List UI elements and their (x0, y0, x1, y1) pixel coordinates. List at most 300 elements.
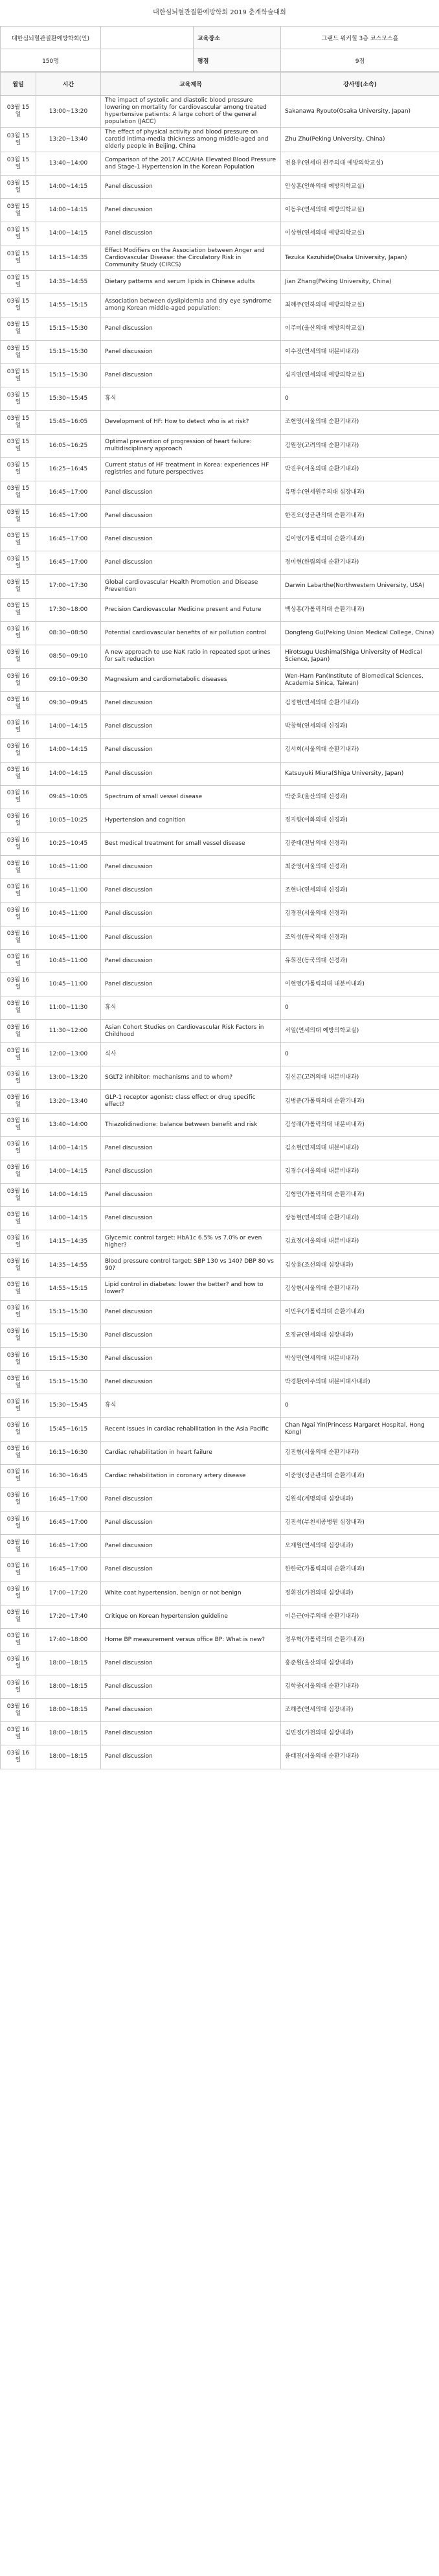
cell-title: Panel discussion (101, 1324, 281, 1347)
cell-date: 03월 16일 (1, 1066, 36, 1090)
cell-date: 03월 16일 (1, 1207, 36, 1230)
cell-time: 11:00~11:30 (36, 996, 101, 1019)
cell-title: Panel discussion (101, 1160, 281, 1183)
cell-speaker: 전용우(연세대 원주의대 예방의학교실) (281, 152, 439, 176)
cell-date: 03월 16일 (1, 1090, 36, 1113)
cell-time: 13:20~13:40 (36, 1090, 101, 1113)
cell-title: Panel discussion (101, 739, 281, 762)
cell-time: 14:55~15:15 (36, 1277, 101, 1300)
organizer-name: 대한심뇌혈관질환예방학회(인) (1, 27, 101, 49)
cell-time: 10:45~11:00 (36, 879, 101, 903)
cell-time: 15:45~16:15 (36, 1418, 101, 1441)
cell-title: Association between dyslipidemia and dry eye syndrome among Korean middle-aged population: (101, 293, 281, 317)
cell-speaker: 이주미(울산의대 예방의학교실) (281, 317, 439, 340)
cell-time: 17:00~17:30 (36, 575, 101, 598)
cell-date: 03월 16일 (1, 692, 36, 715)
cell-title: Panel discussion (101, 1371, 281, 1394)
cell-time: 18:00~18:15 (36, 1722, 101, 1745)
cell-speaker: 안상훈(인하의대 예방의학교실) (281, 176, 439, 199)
cell-time: 14:35~14:55 (36, 270, 101, 293)
cell-date: 03월 16일 (1, 809, 36, 832)
cell-speaker: 김병준(가톨릭의대 순환기내과) (281, 1090, 439, 1113)
cell-title: Panel discussion (101, 1300, 281, 1324)
schedule-table (0, 72, 439, 1769)
table-row (1, 317, 439, 340)
cell-speaker: Katsuyuki Miura(Shiga University, Japan) (281, 762, 439, 785)
table-row (1, 1207, 439, 1230)
cell-title: Lipid control in diabetes: lower the better? and how to lower? (101, 1277, 281, 1300)
cell-speaker: 김형민(가톨릭의대 순환기내과) (281, 1184, 439, 1207)
cell-time: 18:00~18:15 (36, 1699, 101, 1722)
cell-title: Panel discussion (101, 481, 281, 504)
cell-title: White coat hypertension, benign or not benign (101, 1581, 281, 1605)
cell-speaker: 이민우(가톨릭의대 순환기내과) (281, 1300, 439, 1324)
cell-date: 03월 16일 (1, 1605, 36, 1628)
table-row (1, 270, 439, 293)
cell-title: Panel discussion (101, 856, 281, 879)
cell-speaker: Darwin Labarthe(Northwestern University, USA) (281, 575, 439, 598)
cell-time: 15:15~15:30 (36, 364, 101, 387)
cell-date: 03월 15일 (1, 528, 36, 551)
cell-date: 03월 16일 (1, 715, 36, 739)
cell-date: 03월 16일 (1, 1699, 36, 1722)
credits-label: 평점 (194, 49, 281, 72)
cell-date: 03월 16일 (1, 645, 36, 668)
cell-time: 14:00~14:15 (36, 715, 101, 739)
info-row-credits (1, 49, 439, 72)
cell-speaker: 김상현(서울의대 순환기내과) (281, 1277, 439, 1300)
cell-title: Panel discussion (101, 1558, 281, 1581)
cell-title: The effect of physical activity and blood pressure on carotid intima-media thickness among middle-aged and elderly people in Beijing, China (101, 128, 281, 152)
cell-date: 03월 15일 (1, 504, 36, 527)
cell-time: 15:15~15:30 (36, 1348, 101, 1371)
cell-time: 11:30~12:00 (36, 1020, 101, 1043)
cell-time: 18:00~18:15 (36, 1651, 101, 1675)
cell-title: Precision Cardiovascular Medicine present and Future (101, 598, 281, 621)
cell-date: 03월 15일 (1, 317, 36, 340)
cell-title: Panel discussion (101, 222, 281, 246)
column-header-time: 시간 (36, 73, 101, 96)
column-header-title: 교육제목 (101, 73, 281, 96)
cell-time: 14:35~14:55 (36, 1254, 101, 1277)
cell-time: 13:00~13:20 (36, 96, 101, 128)
cell-speaker: 한한국(가톨릭의대 순환기내과) (281, 1558, 439, 1581)
info-row-venue (1, 27, 439, 49)
table-row (1, 715, 439, 739)
cell-title: Panel discussion (101, 364, 281, 387)
event-info-table (0, 26, 439, 72)
cell-title: A new approach to use NaK ratio in repeated spot urines for salt reduction (101, 645, 281, 668)
cell-title: Panel discussion (101, 1699, 281, 1722)
cell-title: Panel discussion (101, 1745, 281, 1769)
table-row (1, 1628, 439, 1651)
cell-date: 03월 15일 (1, 128, 36, 152)
cell-speaker: 오재원(연세의대 심장내과) (281, 1535, 439, 1558)
cell-speaker: 서일(연세의대 예방의학교실) (281, 1020, 439, 1043)
cell-speaker: 유휘진(동국의대 신경과) (281, 949, 439, 972)
cell-title: The impact of systolic and diastolic blood pressure lowering on mortality for cardiovascular among treated hypertensive patients: A large cohort of the general population (JACC) (101, 96, 281, 128)
cell-title: Comparison of the 2017 ACC/AHA Elevated Blood Pressure and Stage-1 Hypertension in the Korean Population (101, 152, 281, 176)
cell-title: Recent issues in cardiac rehabilitation in the Asia Pacific (101, 1418, 281, 1441)
cell-time: 13:20~13:40 (36, 128, 101, 152)
table-row (1, 762, 439, 785)
cell-speaker: 박진우(서울의대 순환기내과) (281, 457, 439, 481)
table-row (1, 246, 439, 270)
cell-date: 03월 16일 (1, 1488, 36, 1511)
cell-title: Panel discussion (101, 1488, 281, 1511)
cell-title: Panel discussion (101, 692, 281, 715)
cell-title: Panel discussion (101, 1512, 281, 1535)
table-row (1, 340, 439, 363)
cell-date: 03월 16일 (1, 1043, 36, 1066)
cell-speaker: 김효정(서울의대 내분비내과) (281, 1230, 439, 1254)
cell-speaker: 윤태진(서울의대 순환기내과) (281, 1745, 439, 1769)
table-row (1, 1512, 439, 1535)
venue-label: 교육장소 (194, 27, 281, 49)
cell-speaker: Dongfeng Gu(Peking Union Medical College, China) (281, 621, 439, 645)
table-row (1, 457, 439, 481)
cell-title: Development of HF: How to detect who is at risk? (101, 411, 281, 434)
table-row (1, 1535, 439, 1558)
cell-title: Panel discussion (101, 340, 281, 363)
table-row (1, 551, 439, 575)
table-row (1, 1324, 439, 1347)
cell-time: 09:45~10:05 (36, 785, 101, 809)
table-row (1, 645, 439, 668)
table-row (1, 1184, 439, 1207)
cell-title: Spectrum of small vessel disease (101, 785, 281, 809)
cell-title: Home BP measurement versus office BP: What is new? (101, 1628, 281, 1651)
cell-date: 03월 15일 (1, 481, 36, 504)
cell-date: 03월 16일 (1, 1675, 36, 1699)
cell-title: 식사 (101, 1043, 281, 1066)
column-header-speaker: 강사명(소속) (281, 73, 439, 96)
cell-speaker: 김경진(서울의대 신경과) (281, 903, 439, 926)
cell-title: Potential cardiovascular benefits of air pollution control (101, 621, 281, 645)
cell-title: Panel discussion (101, 1184, 281, 1207)
cell-date: 03월 16일 (1, 1464, 36, 1488)
cell-time: 10:45~11:00 (36, 949, 101, 972)
cell-time: 16:30~16:45 (36, 1464, 101, 1488)
cell-time: 16:45~17:00 (36, 528, 101, 551)
cell-time: 10:45~11:00 (36, 972, 101, 996)
table-row (1, 856, 439, 879)
cell-speaker: 김원석(계명의대 심장내과) (281, 1488, 439, 1511)
table-row (1, 575, 439, 598)
cell-speaker: Tezuka Kazuhide(Osaka University, Japan) (281, 246, 439, 270)
cell-speaker: 정미현(한림의대 순환기내과) (281, 551, 439, 575)
cell-date: 03월 16일 (1, 996, 36, 1019)
cell-speaker: 김학중(서울의대 순환기내과) (281, 1675, 439, 1699)
table-row (1, 481, 439, 504)
table-row (1, 903, 439, 926)
cell-speaker: 김소현(인제의대 내분비내과) (281, 1136, 439, 1160)
cell-speaker: Hirotsugu Ueshima(Shiga University of Medical Science, Japan) (281, 645, 439, 668)
table-row (1, 1488, 439, 1511)
table-row (1, 176, 439, 199)
cell-time: 15:15~15:30 (36, 317, 101, 340)
cell-speaker: 한진오(성균관의대 순환기내과) (281, 504, 439, 527)
cell-speaker: 김진석(부천세종병원 심장내과) (281, 1512, 439, 1535)
cell-speaker: 김진형(서울의대 순환기내과) (281, 1441, 439, 1464)
cell-time: 16:45~17:00 (36, 551, 101, 575)
table-row (1, 1230, 439, 1254)
table-row (1, 1605, 439, 1628)
cell-time: 18:00~18:15 (36, 1675, 101, 1699)
table-row (1, 411, 439, 434)
cell-title: Panel discussion (101, 715, 281, 739)
table-row (1, 222, 439, 246)
cell-time: 13:40~14:00 (36, 1113, 101, 1136)
venue-value: 그랜드 워커힐 3층 코스모스홀 (281, 27, 439, 49)
table-row (1, 152, 439, 176)
column-header-date: 월일 (1, 73, 36, 96)
cell-speaker: 오정균(연세의대 심장내과) (281, 1324, 439, 1347)
cell-date: 03월 16일 (1, 1254, 36, 1277)
cell-date: 03월 16일 (1, 903, 36, 926)
cell-title: Panel discussion (101, 1535, 281, 1558)
table-row (1, 1651, 439, 1675)
table-row (1, 1581, 439, 1605)
cell-title: Blood pressure control target: SBP 130 vs 140? DBP 80 vs 90? (101, 1254, 281, 1277)
cell-date: 03월 15일 (1, 340, 36, 363)
cell-time: 16:45~17:00 (36, 1512, 101, 1535)
cell-time: 14:15~14:35 (36, 246, 101, 270)
table-row (1, 1745, 439, 1769)
cell-date: 03월 16일 (1, 1512, 36, 1535)
cell-date: 03월 15일 (1, 598, 36, 621)
cell-speaker: 박준호(울산의대 신경과) (281, 785, 439, 809)
cell-time: 10:45~11:00 (36, 926, 101, 949)
table-row (1, 1418, 439, 1441)
table-row (1, 1394, 439, 1418)
cell-time: 16:05~16:25 (36, 434, 101, 457)
cell-speaker: 정우혁(가톨릭의대 순환기내과) (281, 1628, 439, 1651)
cell-date: 03월 16일 (1, 926, 36, 949)
table-header-row (1, 73, 439, 96)
cell-speaker: 김경수(서울의대 내분비내과) (281, 1160, 439, 1183)
cell-speaker: 박상민(연세의대 내분비내과) (281, 1348, 439, 1371)
cell-date: 03월 16일 (1, 668, 36, 691)
cell-title: Panel discussion (101, 1348, 281, 1371)
cell-date: 03월 16일 (1, 1628, 36, 1651)
cell-date: 03월 16일 (1, 762, 36, 785)
cell-date: 03월 16일 (1, 1184, 36, 1207)
cell-title: 휴식 (101, 996, 281, 1019)
cell-title: Panel discussion (101, 879, 281, 903)
table-row (1, 1722, 439, 1745)
cell-date: 03월 16일 (1, 1651, 36, 1675)
cell-title: Cardiac rehabilitation in heart failure (101, 1441, 281, 1464)
table-row (1, 949, 439, 972)
cell-date: 03월 16일 (1, 1535, 36, 1558)
cell-speaker: 정휘진(가천의대 심장내과) (281, 1581, 439, 1605)
cell-title: Panel discussion (101, 1207, 281, 1230)
cell-title: Panel discussion (101, 1675, 281, 1699)
table-row (1, 598, 439, 621)
table-row (1, 128, 439, 152)
cell-title: Hypertension and cognition (101, 809, 281, 832)
cell-title: GLP-1 receptor agonist: class effect or drug specific effect? (101, 1090, 281, 1113)
cell-time: 10:45~11:00 (36, 903, 101, 926)
cell-title: Panel discussion (101, 551, 281, 575)
cell-speaker: 김신곤(고려의대 내분비내과) (281, 1066, 439, 1090)
cell-speaker: 조현나(연세의대 신경과) (281, 879, 439, 903)
cell-time: 16:45~17:00 (36, 1488, 101, 1511)
cell-title: Panel discussion (101, 199, 281, 222)
spacer-cell (101, 49, 194, 72)
cell-time: 17:20~17:40 (36, 1605, 101, 1628)
cell-time: 14:00~14:15 (36, 222, 101, 246)
cell-speaker: 0 (281, 1394, 439, 1418)
cell-time: 15:15~15:30 (36, 340, 101, 363)
table-row (1, 387, 439, 411)
cell-time: 18:00~18:15 (36, 1745, 101, 1769)
cell-time: 16:25~16:45 (36, 457, 101, 481)
table-row (1, 1371, 439, 1394)
cell-speaker: 최준영(서울의대 신경과) (281, 856, 439, 879)
cell-title: Panel discussion (101, 317, 281, 340)
table-row (1, 668, 439, 691)
cell-time: 09:30~09:45 (36, 692, 101, 715)
cell-speaker: 김이영(가톨릭의대 순환기내과) (281, 528, 439, 551)
cell-speaker: 김정현(연세의대 순환기내과) (281, 692, 439, 715)
cell-speaker: 0 (281, 387, 439, 411)
credits-value: 9점 (281, 49, 439, 72)
cell-date: 03월 16일 (1, 621, 36, 645)
table-row (1, 809, 439, 832)
cell-time: 15:15~15:30 (36, 1371, 101, 1394)
cell-speaker: 이은근(아주의대 순환기내과) (281, 1605, 439, 1628)
cell-speaker: 백상홍(가톨릭의대 순환기내과) (281, 598, 439, 621)
cell-title: Cardiac rehabilitation in coronary artery disease (101, 1464, 281, 1488)
cell-time: 15:15~15:30 (36, 1300, 101, 1324)
cell-speaker: 조익성(동국의대 신경과) (281, 926, 439, 949)
cell-date: 03월 15일 (1, 551, 36, 575)
table-row (1, 832, 439, 855)
table-row (1, 1675, 439, 1699)
cell-title: 휴식 (101, 1394, 281, 1418)
cell-title: 휴식 (101, 387, 281, 411)
cell-date: 03월 16일 (1, 1371, 36, 1394)
cell-time: 09:10~09:30 (36, 668, 101, 691)
cell-title: Panel discussion (101, 1651, 281, 1675)
cell-speaker: Sakanawa Ryouto(Osaka University, Japan) (281, 96, 439, 128)
cell-date: 03월 16일 (1, 1136, 36, 1160)
cell-time: 17:30~18:00 (36, 598, 101, 621)
participant-count: 150명 (1, 49, 101, 72)
cell-date: 03월 15일 (1, 199, 36, 222)
cell-time: 14:00~14:15 (36, 1136, 101, 1160)
cell-date: 03월 15일 (1, 411, 36, 434)
cell-title: Critique on Korean hypertension guideline (101, 1605, 281, 1628)
table-row (1, 1464, 439, 1488)
cell-speaker: 김서희(서울의대 순환기내과) (281, 739, 439, 762)
table-row (1, 364, 439, 387)
table-row (1, 1136, 439, 1160)
cell-date: 03월 16일 (1, 1020, 36, 1043)
cell-title: Thiazolidinedione: balance between benefit and risk (101, 1113, 281, 1136)
cell-title: Panel discussion (101, 903, 281, 926)
page-title: 대한심뇌혈관질환예방학회 2019 춘계학술대회 (153, 9, 286, 16)
cell-time: 16:15~16:30 (36, 1441, 101, 1464)
cell-title: Panel discussion (101, 528, 281, 551)
table-row (1, 996, 439, 1019)
cell-time: 16:45~17:00 (36, 1535, 101, 1558)
cell-time: 15:15~15:30 (36, 1324, 101, 1347)
table-row (1, 1558, 439, 1581)
cell-date: 03월 16일 (1, 1113, 36, 1136)
cell-speaker: 0 (281, 996, 439, 1019)
cell-date: 03월 15일 (1, 457, 36, 481)
cell-date: 03월 15일 (1, 364, 36, 387)
cell-speaker: 조해종(연세의대 심장내과) (281, 1699, 439, 1722)
table-row (1, 528, 439, 551)
cell-speaker: 이동우(연세의대 예방의학교실) (281, 199, 439, 222)
cell-date: 03월 16일 (1, 1230, 36, 1254)
cell-title: Panel discussion (101, 949, 281, 972)
cell-time: 14:55~15:15 (36, 293, 101, 317)
cell-speaker: Jian Zhang(Peking University, China) (281, 270, 439, 293)
cell-speaker: 김상용(조선의대 심장내과) (281, 1254, 439, 1277)
cell-date: 03월 16일 (1, 1348, 36, 1371)
cell-title: Asian Cohort Studies on Cardiovascular Risk Factors in Childhood (101, 1020, 281, 1043)
cell-time: 13:40~14:00 (36, 152, 101, 176)
cell-title: Panel discussion (101, 176, 281, 199)
cell-time: 13:00~13:20 (36, 1066, 101, 1090)
cell-speaker: 심지연(연세의대 예방의학교실) (281, 364, 439, 387)
cell-speaker: 조현영(서울의대 순환기내과) (281, 411, 439, 434)
cell-title: Magnesium and cardiometabolic diseases (101, 668, 281, 691)
cell-date: 03월 16일 (1, 949, 36, 972)
table-row (1, 739, 439, 762)
cell-title: Optimal prevention of progression of heart failure: multidisciplinary approach (101, 434, 281, 457)
table-row (1, 972, 439, 996)
table-row (1, 504, 439, 527)
table-row (1, 1043, 439, 1066)
cell-time: 15:30~15:45 (36, 387, 101, 411)
cell-date: 03월 16일 (1, 1277, 36, 1300)
cell-title: Global cardiovascular Health Promotion and Disease Prevention (101, 575, 281, 598)
table-row (1, 1066, 439, 1090)
cell-time: 10:05~10:25 (36, 809, 101, 832)
cell-time: 10:45~11:00 (36, 856, 101, 879)
cell-time: 14:00~14:15 (36, 199, 101, 222)
table-row (1, 1348, 439, 1371)
cell-speaker: 김성래(가톨릭의대 내분비내과) (281, 1113, 439, 1136)
cell-speaker: 장동현(연세의대 순환기내과) (281, 1207, 439, 1230)
cell-time: 14:00~14:15 (36, 1184, 101, 1207)
cell-time: 14:00~14:15 (36, 176, 101, 199)
cell-date: 03월 16일 (1, 856, 36, 879)
cell-time: 08:30~08:50 (36, 621, 101, 645)
table-row (1, 199, 439, 222)
cell-speaker: 이현영(가톨릭의대 내분비내과) (281, 972, 439, 996)
cell-date: 03월 16일 (1, 1441, 36, 1464)
cell-time: 16:45~17:00 (36, 504, 101, 527)
cell-title: Panel discussion (101, 762, 281, 785)
cell-speaker: Wen-Harn Pan(Institute of Biomedical Sciences, Academia Sinica, Taiwan) (281, 668, 439, 691)
cell-time: 14:00~14:15 (36, 739, 101, 762)
cell-title: Best medical treatment for small vessel disease (101, 832, 281, 855)
cell-time: 16:45~17:00 (36, 1558, 101, 1581)
table-row (1, 692, 439, 715)
cell-title: Dietary patterns and serum lipids in Chinese adults (101, 270, 281, 293)
cell-date: 03월 16일 (1, 1745, 36, 1769)
cell-speaker: 이상현(연세의대 예방의학교실) (281, 222, 439, 246)
table-row (1, 1160, 439, 1183)
schedule-body (1, 96, 439, 1769)
